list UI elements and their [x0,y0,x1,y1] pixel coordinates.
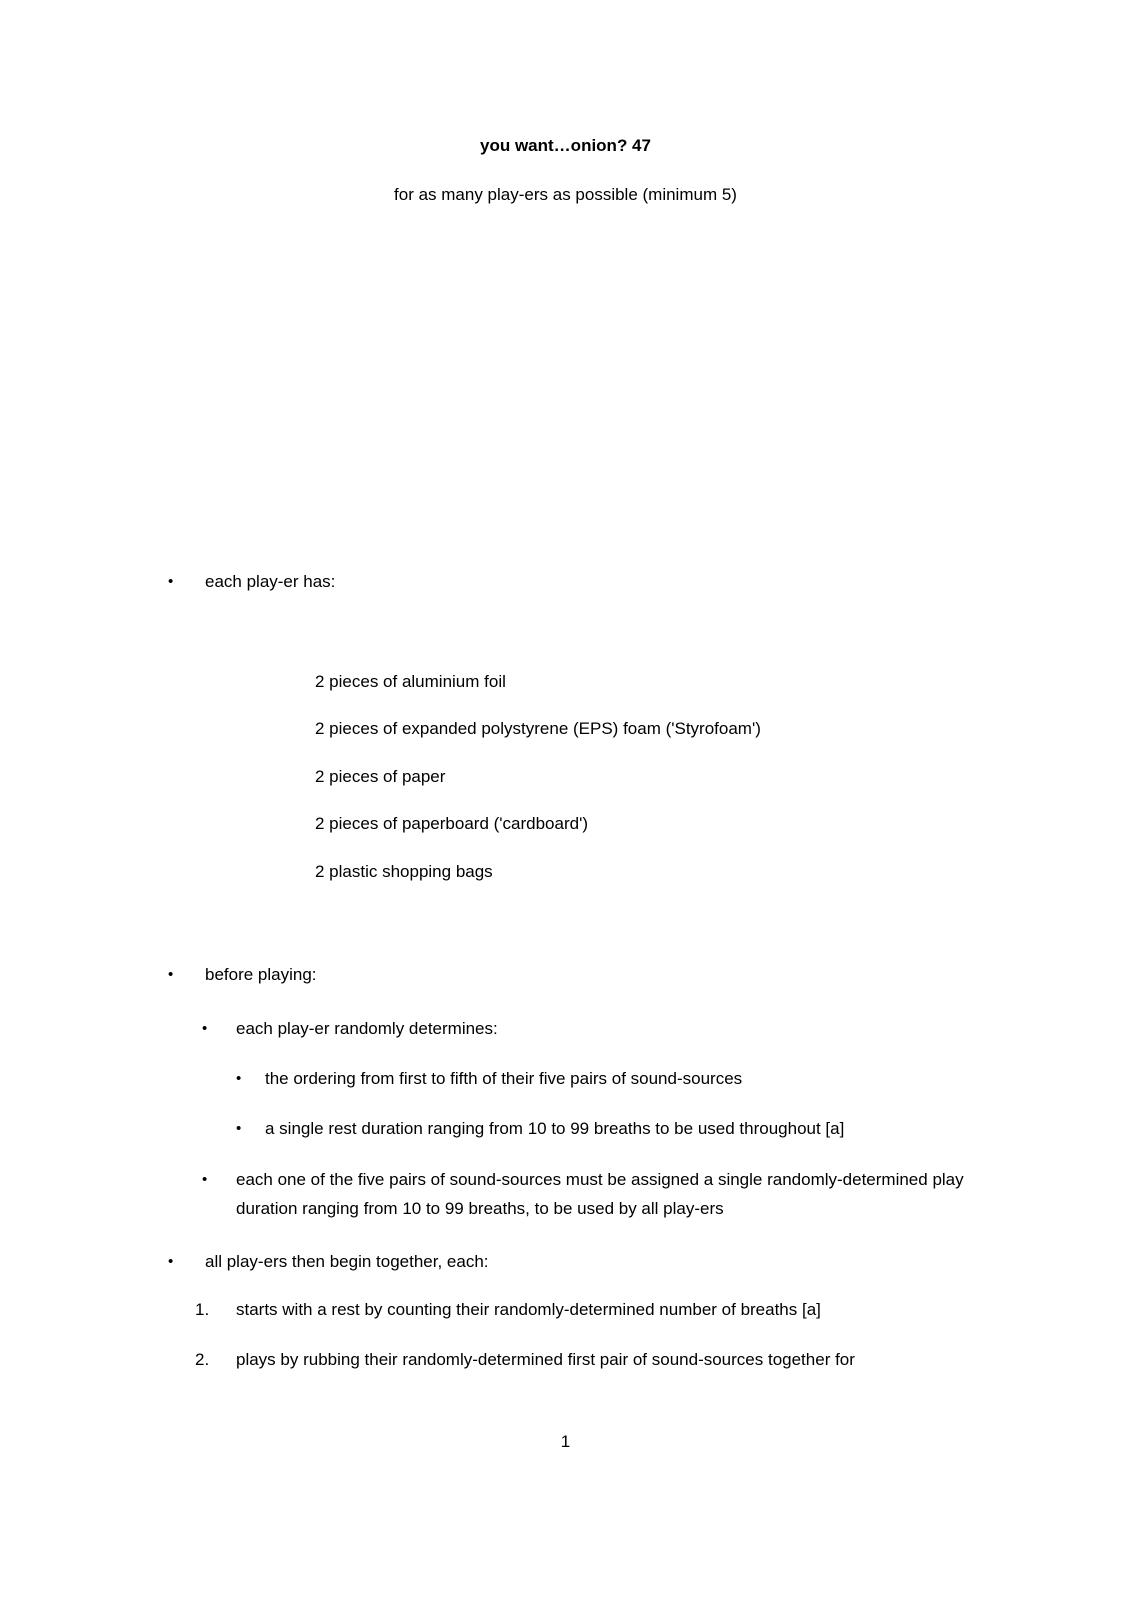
bullet-text: before playing: [205,965,317,984]
page-title: you want…onion? 47 [480,136,651,155]
bullet-icon: • [168,1253,174,1270]
bullet-item-randomly-determines [202,1014,498,1043]
bullet-text: a single rest duration ranging from 10 to 99 breaths to be used throughout [a] [265,1119,845,1138]
bullet-text: each play-er has: [205,572,336,591]
bullet-text: each one of the five pairs of sound-sources must be assigned a single randomly-determined play duration ranging from 10 to 99 breaths, to be used by all play-ers [236,1170,964,1218]
bullet-text: each play-er randomly determines: [236,1019,498,1038]
bullet-item-before-playing [168,960,317,989]
numbered-step [195,1345,855,1374]
bullet-item-begin-together [168,1247,489,1276]
material-item: 2 plastic shopping bags [315,862,493,881]
step-number: 2. [195,1350,210,1369]
bullet-icon: • [202,1020,208,1037]
material-item: 2 pieces of aluminium foil [315,672,506,691]
step-text: starts with a rest by counting their randomly-determined number of breaths [a] [236,1300,821,1319]
page-subtitle: for as many play-ers as possible (minimum 5) [394,185,737,204]
bullet-icon: • [168,966,174,983]
material-item: 2 pieces of paper [315,767,446,786]
material-item: 2 pieces of expanded polystyrene (EPS) foam ('Styrofoam') [315,719,761,738]
numbered-step [195,1295,821,1324]
bullet-text: the ordering from first to fifth of their five pairs of sound-sources [265,1069,743,1088]
step-text: plays by rubbing their randomly-determined first pair of sound-sources together for [236,1350,855,1369]
bullet-icon: • [202,1171,208,1188]
bullet-text: all play-ers then begin together, each: [205,1252,489,1271]
bullet-icon: • [168,573,174,590]
bullet-item-rest-duration [236,1114,844,1143]
bullet-icon: • [236,1070,242,1087]
page-number: 1 [560,1432,571,1451]
step-number: 1. [195,1300,210,1319]
bullet-item-each-player-has [168,567,335,596]
bullet-item-ordering [236,1064,742,1093]
bullet-icon: • [236,1120,242,1137]
bullet-item-pair-assignment [202,1165,978,1223]
material-item: 2 pieces of paperboard ('cardboard') [315,814,588,833]
